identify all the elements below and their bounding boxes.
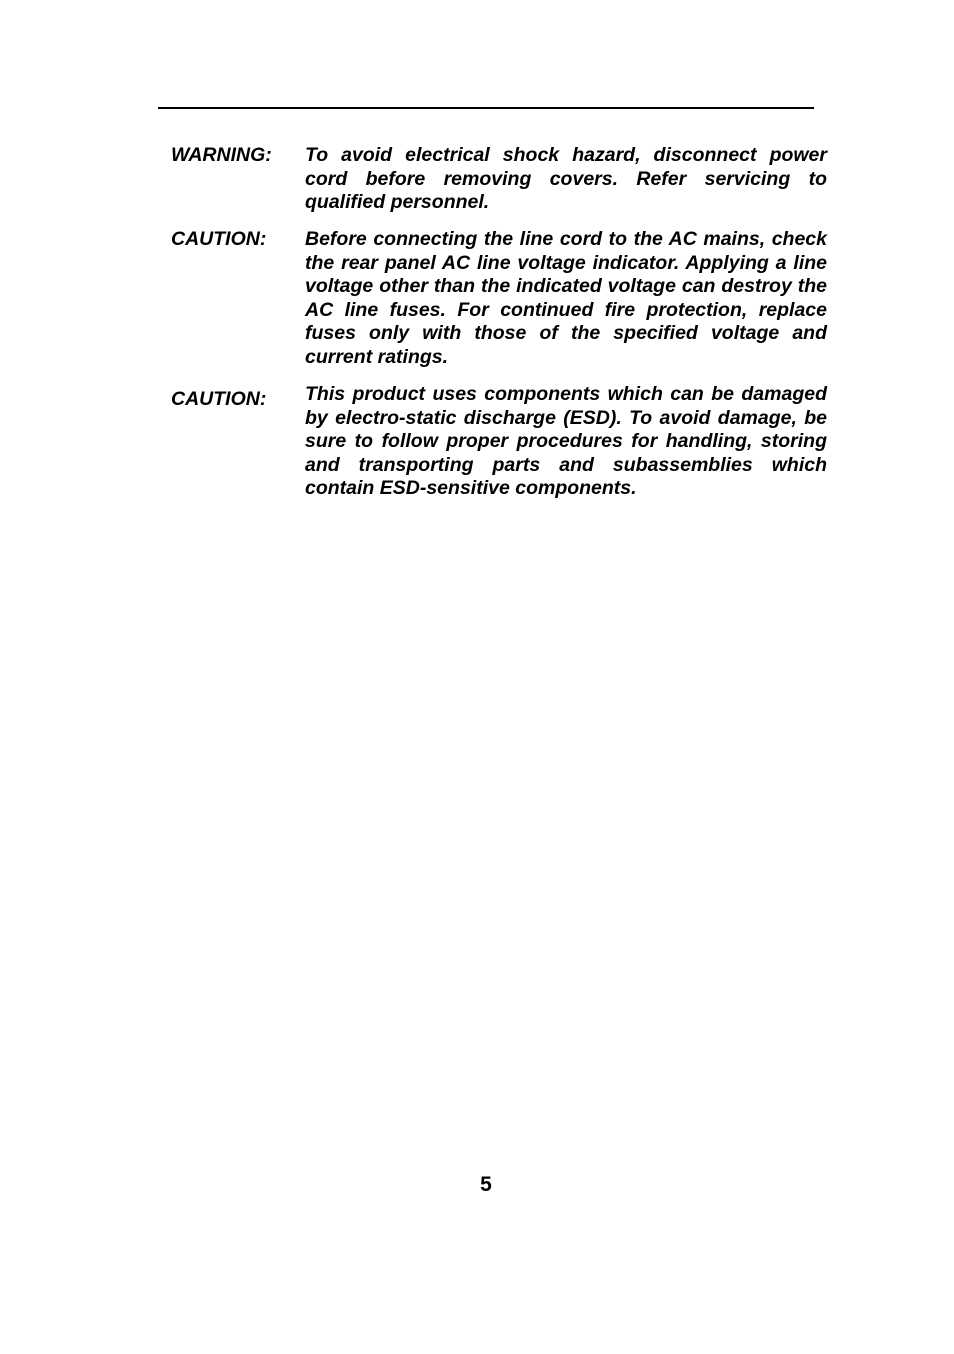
caution-notice-fuses bbox=[171, 228, 827, 369]
page-number: 5 bbox=[480, 1173, 492, 1196]
header-rule bbox=[158, 107, 814, 109]
notice-label: CAUTION: bbox=[171, 228, 267, 250]
warning-notice bbox=[171, 144, 827, 215]
notice-text: Before connecting the line cord to the AC mains, check the rear panel AC line voltage indicator. Applying a line voltage other than the indicated voltage can destroy the AC line fuses. For continued fire protection, replace fuses only with those of the specified voltage and current ratings. bbox=[305, 228, 827, 368]
notice-label: WARNING: bbox=[171, 144, 272, 166]
notice-text: This product uses components which can be damaged by electro-static discharge (ESD). To avoid damage, be sure to follow proper procedures for handling, storing and transporting parts and subassemblies which contain ESD-sensitive components. bbox=[305, 383, 827, 499]
caution-notice-esd bbox=[171, 383, 827, 501]
notice-label: CAUTION: bbox=[171, 388, 267, 410]
notice-text: To avoid electrical shock hazard, disconnect power cord before removing covers. Refer servicing to qualified personnel. bbox=[305, 144, 827, 213]
